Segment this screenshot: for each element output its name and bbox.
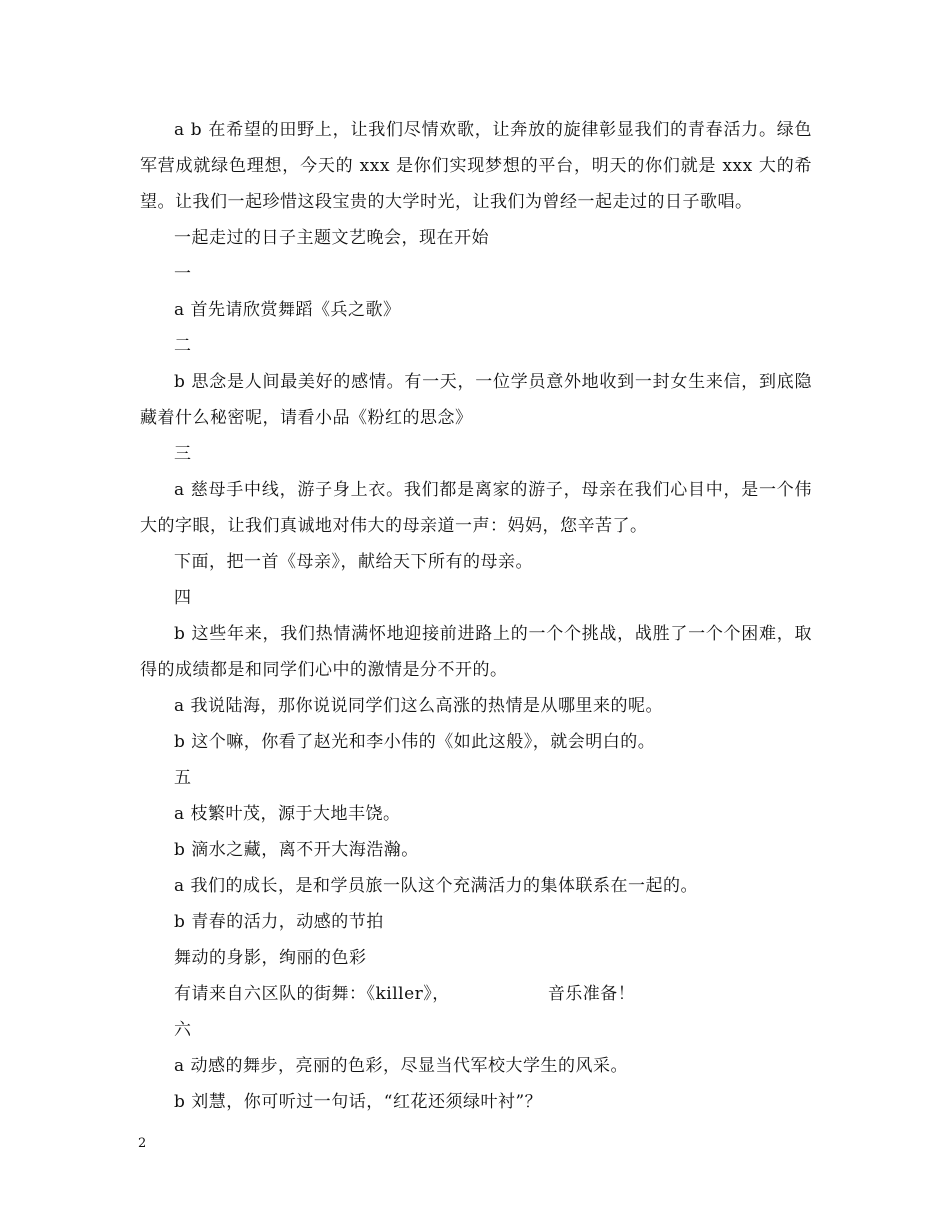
paragraph-dance-steps: a 动感的舞步，亮丽的色彩，尽显当代军校大学生的风采。: [174, 1056, 629, 1076]
paragraph-youth-rhythm: b 青春的活力，动感的节拍: [174, 912, 384, 932]
paragraph-skit: b 思念是人间最美好的感情。有一天，一位学员意外地收到一封女生来信，到底隐藏着什么秘密呢，请看小品《粉红的思念》: [140, 372, 812, 428]
paragraph-dance-figure: 舞动的身影，绚丽的色彩: [174, 948, 367, 968]
paragraph-opening: a b 在希望的田野上，让我们尽情欢歌，让奔放的旋律彰显我们的青春活力。绿色军营成就绿色理想，今天的 xxx 是你们实现梦想的平台，明天的你们就是 xxx 大的希望。让我们一起珍惜这段宝贵的大学时光，让我们为曾经一起走过的日子歌唱。: [140, 120, 812, 212]
section-number-1: 一: [174, 264, 192, 284]
section-number-3: 三: [174, 444, 192, 464]
section-number-2: 二: [174, 336, 192, 356]
section-number-5: 五: [174, 768, 192, 788]
paragraph-street-dance: [140, 976, 812, 1012]
section-number-6: 六: [174, 1020, 192, 1040]
paragraph-leaves: a 枝繁叶茂，源于大地丰饶。: [174, 804, 401, 824]
paragraph-mother: a 慈母手中线，游子身上衣。我们都是离家的游子，母亲在我们心目中，是一个伟大的字眼，让我们真诚地对伟大的母亲道一声：妈妈，您辛苦了。: [140, 480, 812, 536]
paragraph-enthusiasm: a 我说陆海，那你说说同学们这么高涨的热情是从哪里来的呢。: [174, 696, 664, 716]
music-ready-text: 音乐准备！: [547, 984, 636, 1004]
paragraph-challenges: b 这些年来，我们热情满怀地迎接前进路上的一个个挑战，战胜了一个个困难，取得的成绩都是和同学们心中的激情是分不开的。: [140, 624, 812, 680]
paragraph-growth: a 我们的成长，是和学员旅一队这个充满活力的集体联系在一起的。: [174, 876, 699, 896]
paragraph-red-flower: b 刘慧，你可听过一句话，“红花还须绿叶衬”？: [174, 1092, 543, 1112]
section-number-4: 四: [174, 588, 192, 608]
paragraph-rushi-zheban: b 这个嘛，你看了赵光和李小伟的《如此这般》，就会明白的。: [174, 732, 656, 752]
page-number: 2: [138, 1136, 147, 1151]
street-dance-intro: 有请来自六区队的街舞：《killer》，: [174, 984, 450, 1004]
paragraph-dance: a 首先请欣赏舞蹈《兵之歌》: [174, 300, 401, 320]
paragraph-water: b 滴水之藏，离不开大海浩瀚。: [174, 840, 419, 860]
paragraph-title-line: 一起走过的日子主题文艺晚会，现在开始: [174, 228, 489, 248]
document-body: [140, 112, 812, 1120]
paragraph-song-mother: 下面，把一首《母亲》，献给天下所有的母亲。: [174, 552, 533, 572]
